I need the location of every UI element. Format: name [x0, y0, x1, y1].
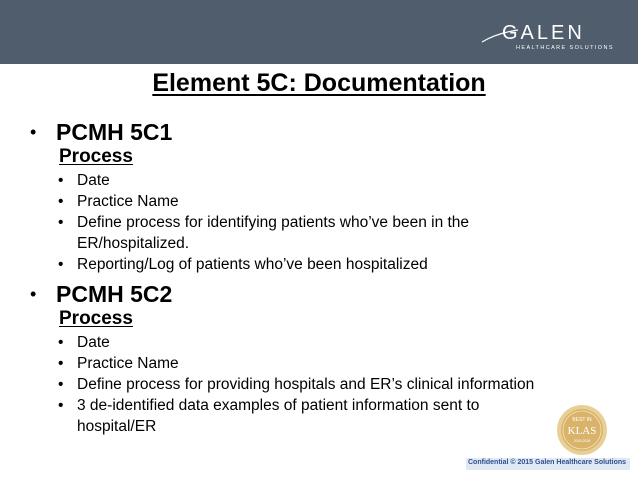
- list-item: • Reporting/Log of patients who’ve been hospitalized: [58, 256, 428, 273]
- list-item: • Practice Name: [58, 193, 179, 210]
- bullet-icon: •: [58, 376, 64, 393]
- badge-line2: KLAS: [567, 425, 597, 437]
- section-pcmh-5c2: [30, 280, 637, 437]
- list-item: • 3 de-identified data examples of patient information sent to hospital/ER: [58, 397, 480, 435]
- bullet-list: [58, 170, 637, 275]
- list-item: • Define process for providing hospitals and ER’s clinical information: [58, 376, 535, 393]
- bullet-icon: •: [58, 193, 64, 210]
- badge-line1: BEST IN: [572, 417, 592, 423]
- section-heading-text: PCMH 5C1: [56, 119, 173, 145]
- slide-title: Element 5C: Documentation: [152, 69, 486, 97]
- section-heading-text: PCMH 5C2: [56, 281, 173, 307]
- header-band: [0, 0, 638, 64]
- bullet-icon: •: [58, 397, 64, 414]
- bullet-icon: •: [30, 122, 37, 142]
- logo-word: GALEN: [502, 22, 585, 44]
- bullet-icon: •: [58, 355, 64, 372]
- badge-line3: 2015-2016: [573, 439, 591, 443]
- logo-tagline: HEALTHCARE SOLUTIONS: [516, 45, 614, 51]
- confidential-footer: Confidential © 2015 Galen Healthcare Solutions: [468, 459, 627, 466]
- list-item: • Date: [58, 334, 110, 351]
- bullet-list: [58, 332, 637, 437]
- section-heading: [30, 280, 637, 308]
- galen-logo: [480, 20, 620, 54]
- bullet-icon: •: [58, 334, 64, 351]
- list-item: • Define process for identifying patients who’ve been in the ER/hospitalized.: [58, 214, 470, 252]
- bullet-icon: •: [58, 256, 64, 273]
- bullet-icon: •: [58, 214, 64, 231]
- section-heading: [30, 118, 637, 146]
- bullet-icon: •: [58, 172, 64, 189]
- bullet-icon: •: [30, 284, 37, 304]
- section-subheading: Process: [59, 308, 133, 329]
- list-item: • Practice Name: [58, 355, 179, 372]
- section-pcmh-5c1: [30, 118, 637, 275]
- list-item: • Date: [58, 172, 110, 189]
- section-subheading: Process: [59, 146, 133, 167]
- best-in-klas-badge: [556, 404, 608, 456]
